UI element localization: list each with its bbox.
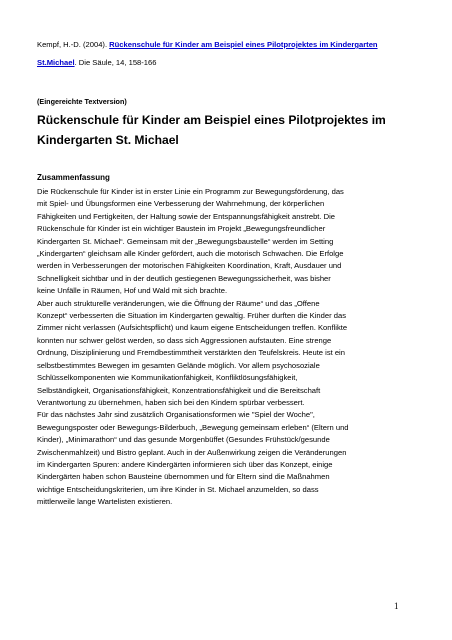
citation-link[interactable]: Rückenschule für Kinder am Beispiel eines Pilotprojektes im Kindergarten xyxy=(109,40,378,49)
page-number: 1 xyxy=(394,601,399,611)
abstract-body xyxy=(37,186,429,509)
body-line: Aber auch strukturelle veränderungen, wie die Öffnung der Räume“ und das „Offene xyxy=(37,298,320,308)
body-line: Kindergärten haben schon Bausteine übernommen und für Eltern sind die Maßnahmen xyxy=(37,472,330,482)
citation xyxy=(37,36,427,72)
title-line-1: Rückenschule für Kinder am Beispiel eines Pilotprojektes im xyxy=(37,113,386,127)
body-line: mittlerweile lange Wartelisten existieren. xyxy=(37,497,173,507)
body-line: konnten nur schwer gelöst werden, so dass sich Aggressionen aufstauten. Eine strenge xyxy=(37,335,332,345)
body-line: im Kindergarten Spuren: andere Kindergärten informieren sich über das Konzept, einige xyxy=(37,459,333,469)
body-line: Ordnung, Disziplinierung und Fremdbestimmtheit verstärkten den Teufelskreis. Heute ist ein xyxy=(37,348,345,358)
body-line: mit Spiel- und Übungsformen eine Verbesserung der Wahrnehmung, der körperlichen xyxy=(37,199,325,209)
body-line: Kinder), „Minimarathon“ und das gesunde Morgenbüffet (Gesundes Frühstück/gesunde xyxy=(37,435,330,445)
body-line: keine Unfälle in Räumen, Hof und Wald mit sich brachte. xyxy=(37,286,228,296)
body-line: Selbständigkeit, Organisationsfähigkeit, Konzentrationsfähigkeit und die Bereitschaft xyxy=(37,385,321,395)
citation-authors: Kempf, H.-D. (2004). xyxy=(37,40,110,49)
body-line: Für das nächstes Jahr sind zusätzlich Organisationsformen wie "Spiel der Woche", xyxy=(37,410,315,420)
body-line: „Kindergarten“ gleichsam alle Kinder gefördert, auch die motorisch Schwachen. Die Erfolge xyxy=(37,249,344,259)
body-line: Zwischenmahlzeit) und Bistro geplant. Auch in der Außenwirkung zeigen die Veränderungen xyxy=(37,447,347,457)
body-line: Die Rückenschule für Kinder ist in erster Linie ein Programm zur Bewegungsförderung, das xyxy=(37,187,344,196)
body-line: Kindergarten St. Michael“. Gemeinsam mit der „Bewegungsbaustelle“ werden im Setting xyxy=(37,236,334,246)
document-title xyxy=(37,110,432,150)
body-line: Bewegungsposter oder Bewegungs-Bilderbuch, „Bewegung gemeinsam erleben“ (Eltern und xyxy=(37,422,349,432)
body-line: Schnelligkeit sichtbar und in der deutlich gestiegenen Bewegungssicherheit, was bisher xyxy=(37,273,331,283)
body-line: Schlüsselkomponenten wie Kommunikationfähigkeit, Konfliktlösungsfähigkeit, xyxy=(37,373,298,383)
citation-source: . Die Säule, 14, 158-166 xyxy=(74,58,157,67)
body-line: werden in Verbesserungen der motorischen Fähigkeiten Koordination, Kraft, Ausdauer und xyxy=(37,261,342,271)
body-line: Verantwortung zu übernehmen, haben sich bei den Kindern spürbar verbessert. xyxy=(37,397,305,407)
section-heading: Zusammenfassung xyxy=(37,173,110,182)
body-line: selbstbestimmtes Bewegen im gesamten Gelände möglich. Vor allem psychosoziale xyxy=(37,360,320,370)
version-tag: (Eingereichte Textversion) xyxy=(37,97,127,106)
title-line-2: Kindergarten St. Michael xyxy=(37,133,179,147)
body-line: Zimmer nicht verlassen (Aufsichtspflicht) und kaum eigene Entscheidungen treffen. Konflikte xyxy=(37,323,348,333)
body-line: wichtige Entscheidungskriterien, um ihre Kinder in St. Michael anzumelden, so dass xyxy=(37,484,319,494)
citation-link-continued[interactable]: St.Michael xyxy=(37,58,75,67)
body-line: Fähigkeiten und Fertigkeiten, der Haltung sowie der Entspannungsfähigkeit anstrebt. Die xyxy=(37,211,336,221)
body-line: Konzept“ verbesserten die Situation im Kindergarten gewaltig. Früher durften die Kinder das xyxy=(37,311,346,321)
body-line: Rückenschule für Kinder ist ein wichtiger Baustein im Projekt „Bewegungsfreundlicher xyxy=(37,224,326,234)
